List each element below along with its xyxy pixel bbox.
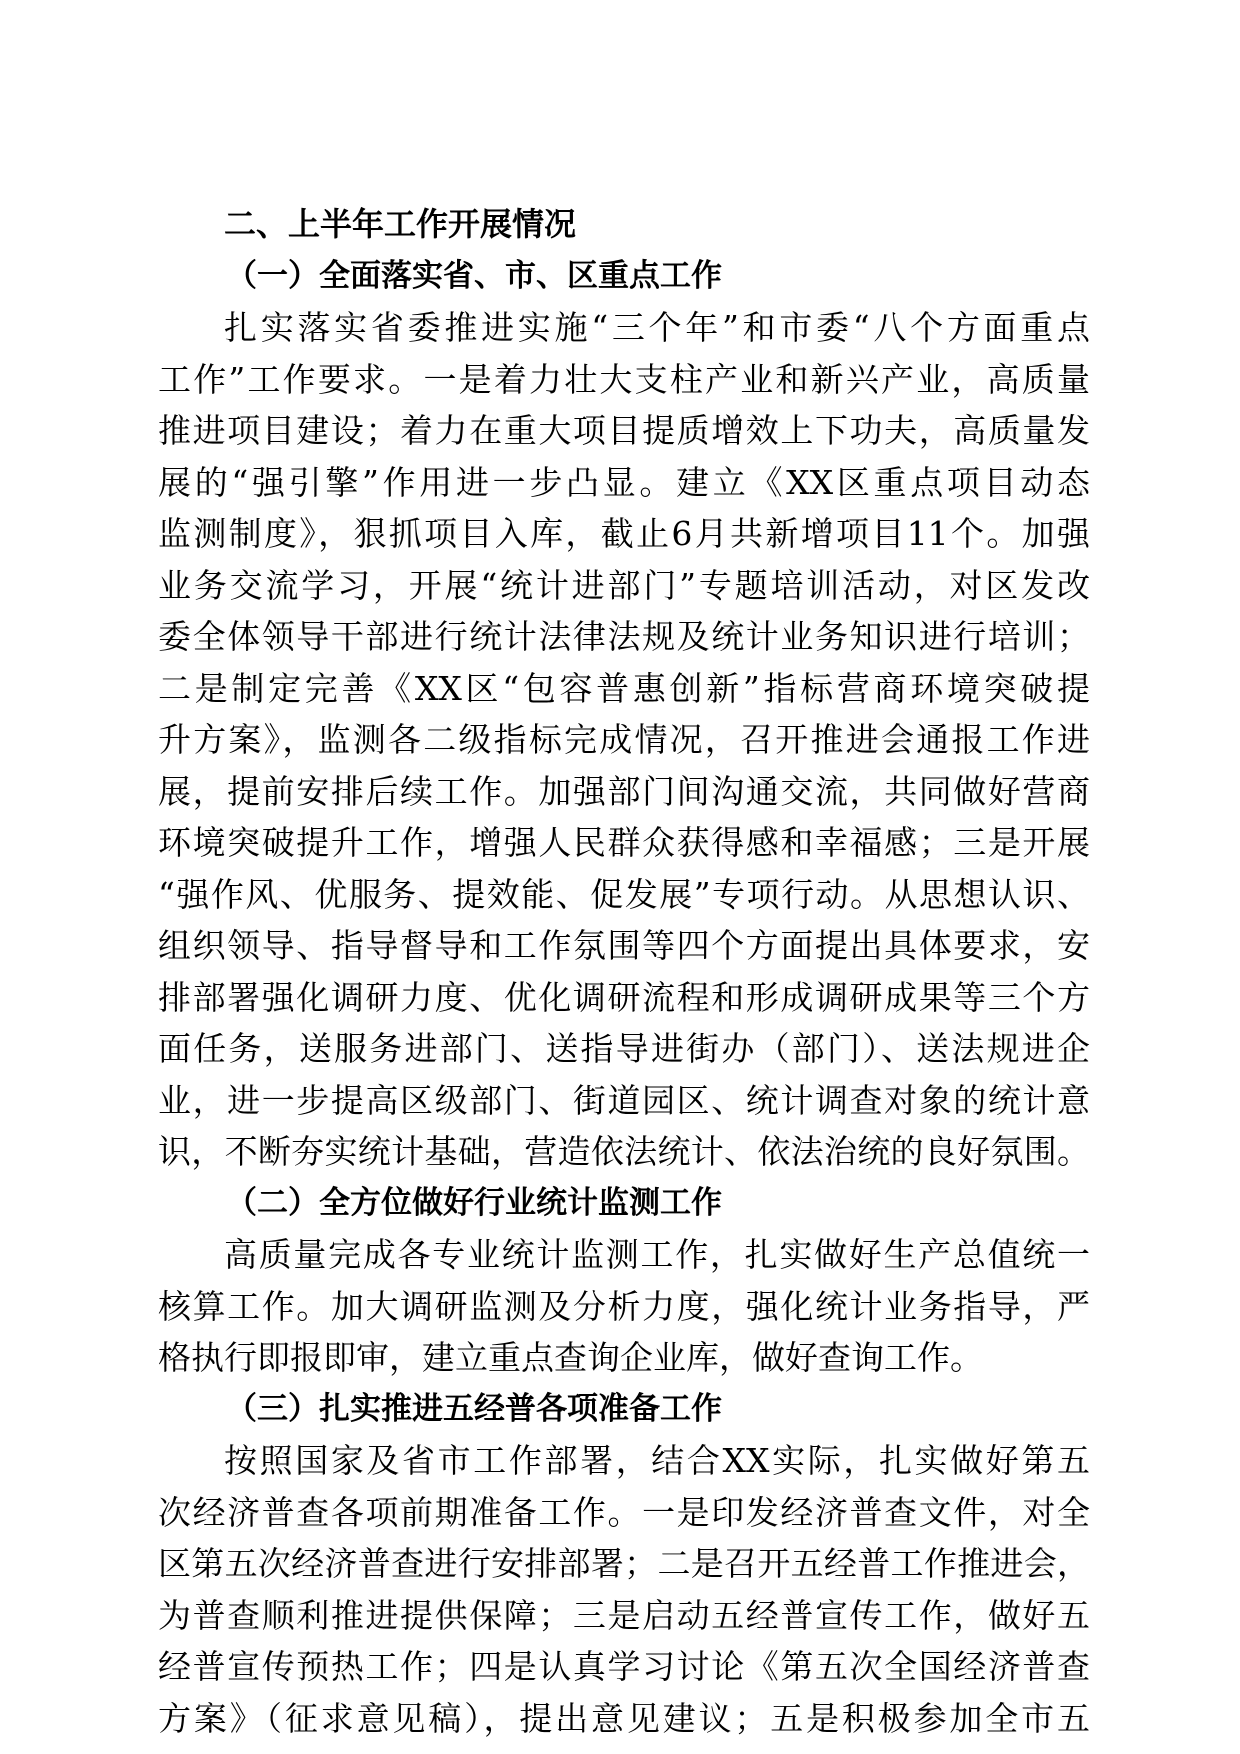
text-line: 升方案》，监测各二级指标完成情况，召开推进会通报工作进 <box>158 720 1090 759</box>
text-line: 业，进一步提高区级部门、街道园区、统计调查对象的统计意 <box>158 1080 1090 1120</box>
text-line: 按照国家及省市工作部署，结合XX实际，扎实做好第五 <box>224 1441 1090 1480</box>
text-line: 扎实落实省委推进实施“三个年”和市委“八个方面重点 <box>224 308 1090 347</box>
text-line: 为普查顺利推进提供保障；三是启动五经普宣传工作，做好五 <box>158 1595 1090 1635</box>
subsection-title: （一）全面落实省、市、区重点工作 <box>226 257 722 294</box>
document-body <box>158 199 1090 1744</box>
subsection-title: （二）全方位做好行业统计监测工作 <box>226 1184 722 1221</box>
text-line: 次经济普查各项前期准备工作。一是印发经济普查文件，对全 <box>158 1492 1090 1532</box>
text-line: 核算工作。加大调研监测及分析力度，强化统计业务指导，严 <box>158 1286 1090 1326</box>
text-line: 组织领导、指导督导和工作氛围等四个方面提出具体要求，安 <box>158 926 1090 965</box>
paragraph <box>158 1229 1090 1384</box>
text-line: 方案》（征求意见稿），提出意见建议；五是积极参加全市五 <box>158 1698 1090 1738</box>
text-line: 排部署强化调研力度、优化调研流程和形成调研成果等三个方 <box>158 977 1090 1017</box>
paragraph <box>158 302 1090 1178</box>
text-line: 环境突破提升工作，增强人民群众获得感和幸福感；三是开展 <box>158 823 1090 862</box>
text-line: 区第五次经济普查进行安排部署；二是召开五经普工作推进会， <box>158 1544 1090 1583</box>
text-line: 推进项目建设；着力在重大项目提质增效上下功夫，高质量发 <box>158 411 1090 450</box>
text-line: 展，提前安排后续工作。加强部门间沟通交流，共同做好营商 <box>158 771 1090 811</box>
text-line: 识，不断夯实统计基础，营造依法统计、依法治统的良好氛围。 <box>158 1132 1090 1171</box>
text-line: 面任务，送服务进部门、送指导进街办（部门）、送法规进企 <box>158 1029 1090 1068</box>
text-line: 展的“强引擎”作用进一步凸显。建立《XX区重点项目动态 <box>158 462 1090 502</box>
text-line: 委全体领导干部进行统计法律法规及统计业务知识进行培训； <box>158 617 1090 656</box>
text-line: 格执行即报即审，建立重点查询企业库，做好查询工作。 <box>158 1338 983 1377</box>
text-line: 监测制度》，狠抓项目入库，截止6月共新增项目11个。加强 <box>158 514 1090 553</box>
section-heading: 二、上半年工作开展情况 <box>224 205 577 243</box>
text-line: 二是制定完善《XX区“包容普惠创新”指标营商环境突破提 <box>158 668 1090 708</box>
text-line: 工作”工作要求。一是着力壮大支柱产业和新兴产业，高质量 <box>158 359 1090 399</box>
paragraph <box>158 1435 1090 1744</box>
text-line: 经普宣传预热工作；四是认真学习讨论《第五次全国经济普查 <box>158 1647 1090 1686</box>
subsection-title: （三）扎实推进五经普各项准备工作 <box>226 1390 722 1427</box>
text-line: “强作风、优服务、提效能、促发展”专项行动。从思想认识、 <box>158 874 1090 914</box>
text-line: 高质量完成各专业统计监测工作，扎实做好生产总值统一 <box>224 1235 1090 1274</box>
text-line: 业务交流学习，开展“统计进部门”专题培训活动，对区发改 <box>158 565 1090 605</box>
